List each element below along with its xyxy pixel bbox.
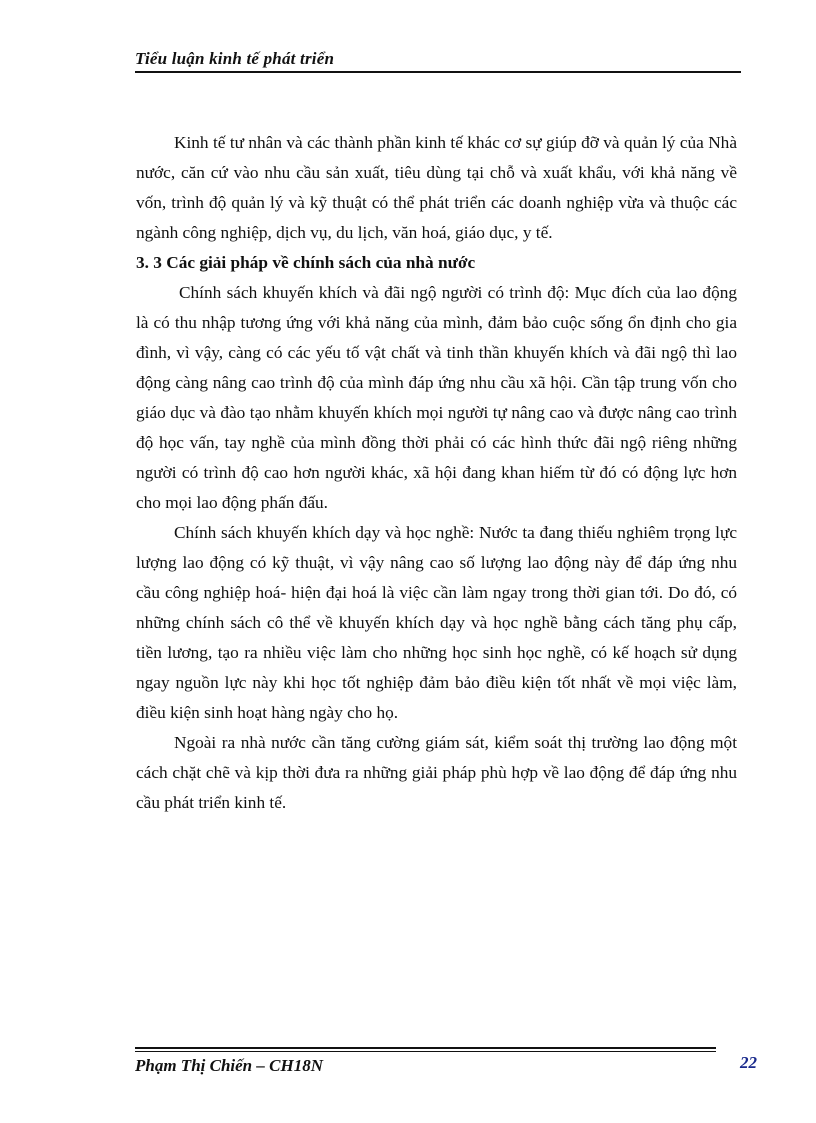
header-rule [135, 71, 741, 73]
header-title: Tiểu luận kinh tế phát triển [135, 49, 335, 68]
paragraph-private-economy: Kinh tế tư nhân và các thành phần kinh tế khác cơ sự giúp đỡ và quản lý của Nhà nước, căn cứ vào nhu cầu sản xuất, tiêu dùng tại chỗ và xuất khẩu, với khả năng về vốn, trình độ quản lý và kỹ thuật có thể phát triển các doanh nghiệp vừa và thuộc các ngành công nghiệp, dịch vụ, du lịch, văn hoá, giáo dục, y tế. [136, 133, 737, 242]
section-heading: 3. 3 Các giải pháp về chính sách của nhà nước [136, 253, 476, 272]
page-header [135, 48, 741, 74]
page-number: 22 [740, 1053, 757, 1072]
document-body [136, 128, 737, 818]
footer-rule [135, 1047, 716, 1049]
footer-rule-thin [135, 1051, 716, 1052]
paragraph-vocational-policy: Chính sách khuyến khích dạy và học nghề: Nước ta đang thiếu nghiêm trọng lực lượng lao động có kỹ thuật, vì vậy nâng cao số lượng lao động này để đáp ứng nhu cầu công nghiệp hoá- hiện đại hoá là việc cần làm ngay trong thời gian tới. Do đó, có những chính sách cô thể về khuyến khích dạy và học nghề bằng cách tăng phụ cấp, tiền lương, tạo ra nhiều việc làm cho những học sinh học nghề, có kế hoạch sử dụng ngay nguồn lực này khi học tốt nghiệp đảm bảo điều kiện tốt nhất về mọi việc làm, điều kiện sinh hoạt hàng ngày cho họ. [136, 523, 737, 722]
page-footer [135, 1043, 760, 1083]
paragraph-labor-market-supervision: Ngoài ra nhà nước cần tăng cường giám sát, kiểm soát thị trường lao động một cách chặt chẽ và kịp thời đưa ra những giải pháp phù hợp về lao động để đáp ứng nhu cầu phát triển kinh tế. [136, 733, 737, 812]
paragraph-incentive-policy: Chính sách khuyến khích và đãi ngộ người có trình độ: Mục đích của lao động là có thu nhập tương ứng với khả năng của mình, đảm bảo cuộc sống ổn định cho gia đình, vì vậy, càng có các yếu tố vật chất và tinh thần khuyến khích và đãi ngộ thì lao động càng nâng cao trình độ của mình đáp ứng nhu cầu xã hội. Cần tập trung vốn cho giáo dục và đào tạo nhằm khuyến khích mọi người tự nâng cao và được nâng cao trình độ học vấn, tay nghề của mình đồng thời phải có các hình thức đãi ngộ riêng những người có trình độ cao hơn người khác, xã hội đang khan hiếm từ đó có động lực hơn cho mọi lao động phấn đấu. [136, 283, 737, 512]
footer-author: Phạm Thị Chiến – CH18N [135, 1056, 323, 1075]
